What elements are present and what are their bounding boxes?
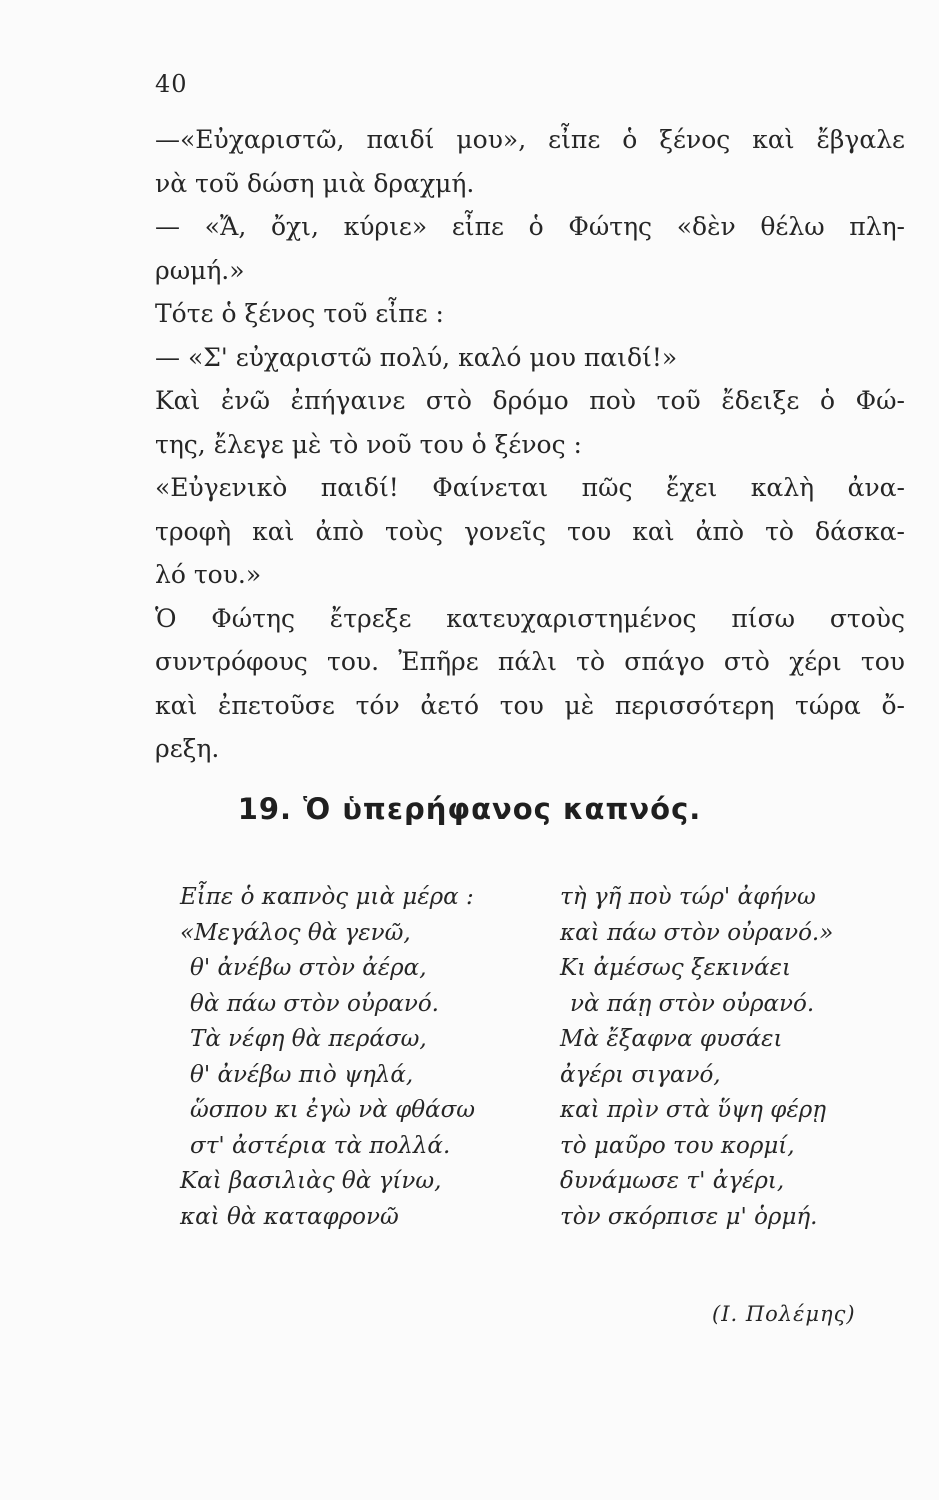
poem-line: τὸν σκόρπισε μ' ὁρμή.	[560, 1203, 818, 1230]
poem-line: τὴ γῆ ποὺ τώρ' ἀφήνω	[560, 884, 816, 910]
prose-line: «Εὐγενικὸ παιδί! Φαίνεται πῶς ἔχει καλὴ ἀνα-	[155, 473, 905, 502]
prose-line: ρωμή.»	[155, 255, 245, 285]
poem-line: Τὰ νέφη θὰ περάσω,	[190, 1026, 427, 1052]
prose-line: Τότε ὁ ξένος τοῦ εἶπε :	[155, 299, 444, 328]
poem-line: θ' ἀνέβω πιὸ ψηλά,	[190, 1061, 414, 1088]
prose-line: — «Σ' εὐχαριστῶ πολύ, καλό μου παιδί!»	[155, 342, 678, 372]
poem-line: στ' ἀστέρια τὰ πολλά.	[190, 1132, 451, 1159]
poem-line: δυνάμωσε τ' ἀγέρι,	[560, 1168, 785, 1194]
poem-line: ὥσπου κι ἐγὼ νὰ φθάσω	[190, 1097, 476, 1123]
prose-line: της, ἔλεγε μὲ τὸ νοῦ του ὁ ξένος :	[155, 429, 582, 459]
poem-line: Καὶ βασιλιὰς θὰ γίνω,	[180, 1168, 442, 1194]
prose-block	[155, 118, 905, 771]
poem-line: θὰ πάω στὸν οὐρανό.	[190, 990, 439, 1017]
poem-line: καὶ πρὶν στὰ ὕψη φέρῃ	[560, 1097, 827, 1123]
prose-line: νὰ τοῦ δώση μιὰ δραχμή.	[155, 168, 475, 198]
poem-line: ἀγέρι σιγανό,	[560, 1061, 721, 1088]
poem-line: Κι ἀμέσως ξεκινάει	[560, 955, 791, 981]
poem-column-left	[180, 880, 475, 1235]
page-number: 40	[155, 70, 188, 98]
prose-line: λό του.»	[155, 560, 262, 589]
poem-author: (Ι. Πολέμης)	[712, 1302, 856, 1326]
prose-line: —«Εὐχαριστῶ, παιδί μου», εἶπε ὁ ξένος καὶ ἔβγαλε	[155, 125, 905, 154]
prose-line: ρεξη.	[155, 734, 220, 763]
poem-line: «Μεγάλος θὰ γενῶ,	[180, 919, 411, 946]
prose-line: Ὁ Φώτης ἔτρεξε κατευχαριστημένος πίσω στοὺς	[155, 603, 905, 633]
prose-line: τροφὴ καὶ ἀπὸ τοὺς γονεῖς του καὶ ἀπὸ τὸ δάσκα-	[155, 516, 905, 546]
poem-line: θ' ἀνέβω στὸν ἀέρα,	[190, 955, 427, 981]
poem-column-right	[560, 880, 833, 1235]
prose-line: Καὶ ἐνῶ ἐπήγαινε στὸ δρόμο ποὺ τοῦ ἔδειξε ὁ Φώ-	[155, 386, 905, 415]
prose-line: συντρόφους του. Ἐπῆρε πάλι τὸ σπάγο στὸ χέρι του	[155, 647, 905, 676]
prose-line: καὶ ἐπετοῦσε τόν ἀετό του μὲ περισσότερη τώρα ὄ-	[155, 690, 905, 720]
poem-line: καὶ πάω στὸν οὐρανό.»	[560, 919, 834, 946]
poem-line: Εἶπε ὁ καπνὸς μιὰ μέρα :	[180, 884, 474, 910]
section-heading: 19. Ὁ ὑπερήφανος καπνός.	[237, 792, 702, 826]
poem-line: καὶ θὰ καταφρονῶ	[180, 1203, 399, 1230]
poem-line: Μὰ ἔξαφνα φυσάει	[560, 1026, 783, 1052]
poem-line: νὰ πάῃ στὸν οὐρανό.	[570, 990, 815, 1017]
prose-line: — «Ἄ, ὄχι, κύριε» εἶπε ὁ Φώτης «δὲν θέλω πλη-	[155, 212, 905, 241]
poem-line: τὸ μαῦρο του κορμί,	[560, 1132, 795, 1159]
